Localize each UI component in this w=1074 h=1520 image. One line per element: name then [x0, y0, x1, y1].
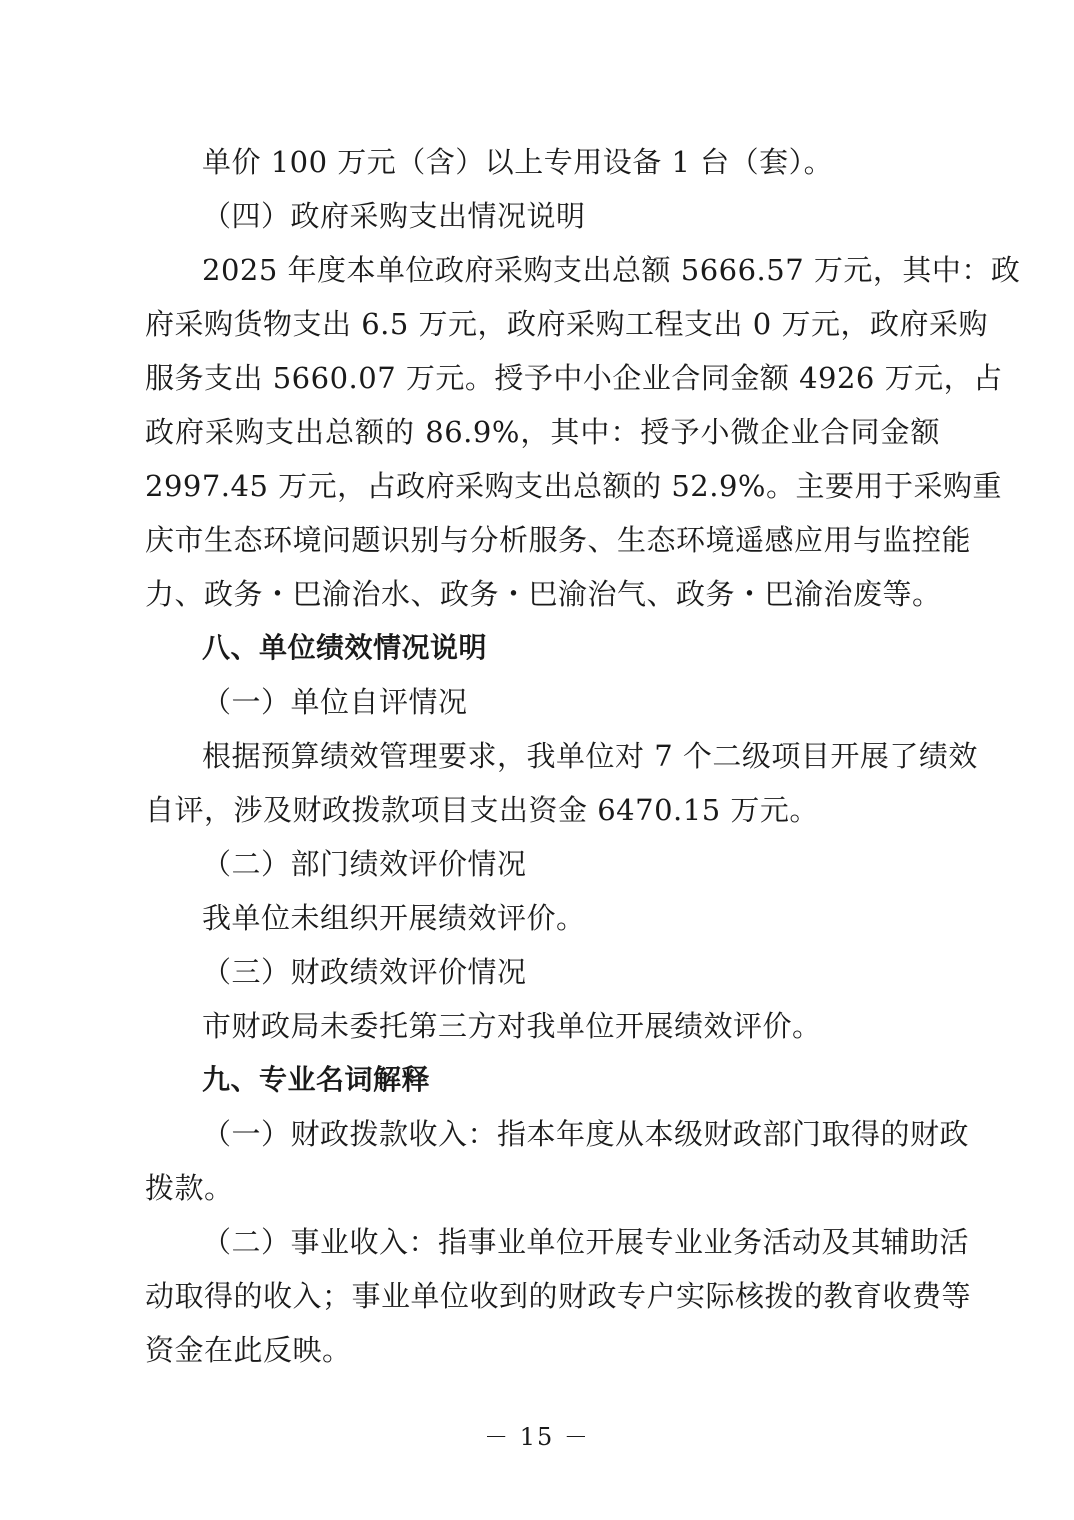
paragraph-line: 根据预算绩效管理要求，我单位对 7 个二级项目开展了绩效	[202, 739, 978, 773]
term-definition-line: 动取得的收入；事业单位收到的财政专户实际核拨的教育收费等	[145, 1279, 972, 1313]
section-heading: （三）财政绩效评价情况	[202, 955, 527, 989]
section-heading: （二）部门绩效评价情况	[202, 847, 527, 881]
paragraph-line: 力、政务・巴渝治水、政务・巴渝治气、政务・巴渝治废等。	[145, 577, 942, 611]
paragraph-line: 单价 100 万元（含）以上专用设备 1 台（套）。	[202, 145, 834, 179]
paragraph-line: 政府采购支出总额的 86.9%，其中：授予小微企业合同金额	[145, 415, 940, 449]
term-definition-line: （二）事业收入：指事业单位开展专业业务活动及其辅助活	[202, 1225, 970, 1259]
section-heading: （一）单位自评情况	[202, 685, 468, 719]
term-definition-line: 资金在此反映。	[145, 1333, 352, 1367]
chapter-heading: 八、单位绩效情况说明	[202, 631, 488, 664]
paragraph-line: 自评，涉及财政拨款项目支出资金 6470.15 万元。	[145, 793, 819, 827]
paragraph-line: 府采购货物支出 6.5 万元，政府采购工程支出 0 万元，政府采购	[145, 307, 988, 341]
paragraph-line: 庆市生态环境问题识别与分析服务、生态环境遥感应用与监控能	[145, 523, 972, 557]
term-definition-line: 拨款。	[145, 1171, 234, 1205]
term-definition-line: （一）财政拨款收入：指本年度从本级财政部门取得的财政	[202, 1117, 970, 1151]
page-number: － 15 －	[484, 1423, 590, 1451]
paragraph-line: 服务支出 5660.07 万元。授予中小企业合同金额 4926 万元，占	[145, 361, 1003, 395]
section-heading: （四）政府采购支出情况说明	[202, 199, 586, 233]
chapter-heading: 九、专业名词解释	[202, 1063, 431, 1096]
paragraph-line: 市财政局未委托第三方对我单位开展绩效评价。	[202, 1009, 822, 1043]
paragraph-line: 我单位未组织开展绩效评价。	[202, 901, 586, 935]
paragraph-line: 2025 年度本单位政府采购支出总额 5666.57 万元，其中：政	[202, 253, 1021, 287]
paragraph-line: 2997.45 万元，占政府采购支出总额的 52.9%。主要用于采购重	[145, 469, 1002, 503]
